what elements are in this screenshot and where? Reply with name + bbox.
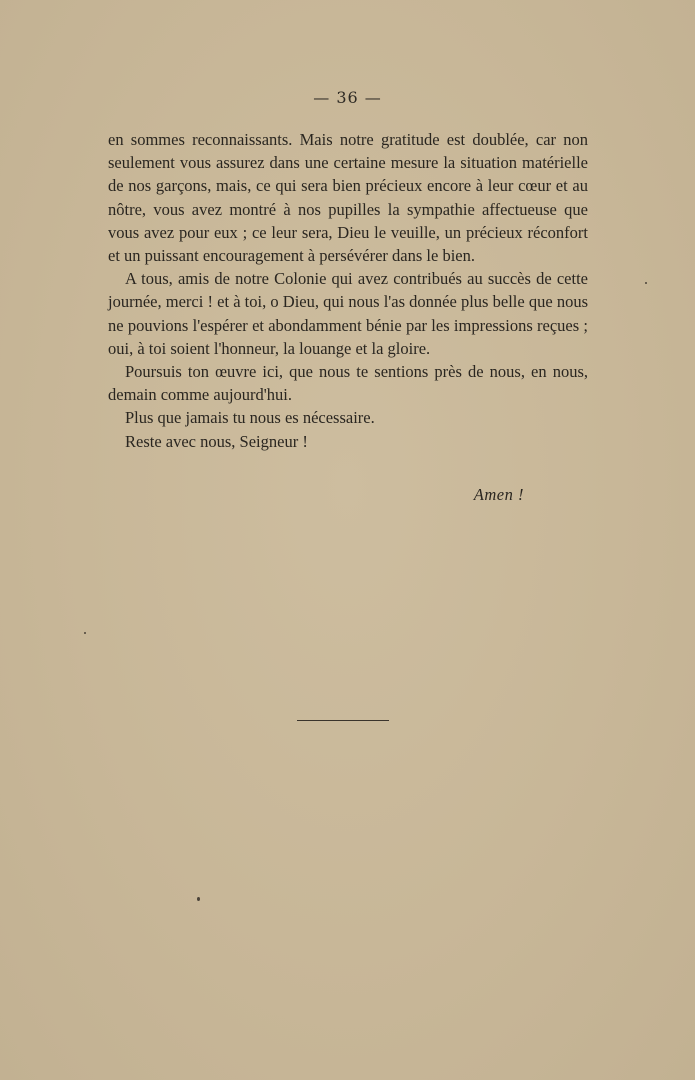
paragraph-5: Reste avec nous, Seigneur ! bbox=[125, 431, 308, 451]
body-text bbox=[108, 128, 588, 453]
end-rule-divider bbox=[297, 720, 389, 721]
paper-speck bbox=[84, 632, 86, 634]
paper-speck bbox=[645, 282, 647, 284]
paragraph-4: Plus que jamais tu nous es nécessaire. bbox=[125, 408, 375, 428]
page-number: — 36 — bbox=[313, 88, 382, 107]
paragraph-3: Poursuis ton œuvre ici, que nous te sentions près de nous, en nous, demain comme aujourd'hui. bbox=[108, 362, 588, 405]
paper-speck bbox=[197, 897, 200, 901]
closing-amen: Amen ! bbox=[473, 485, 524, 504]
paragraph-2: A tous, amis de notre Colonie qui avez contribués au succès de cette journée, merci ! et à toi, o Dieu, qui nous l'as donnée plus belle que nous ne pouvions l'espérer et abondamment bénie par les impressions reçues ; oui, à toi soient l'honneur, la louange et la gloire. bbox=[108, 269, 588, 358]
paragraph-1: en sommes reconnaissants. Mais notre gratitude est doublée, car non seulement vous assurez dans une certaine mesure la situation matérielle de nos garçons, mais, ce qui sera bien précieux encore à leur cœur et au nôtre, vous avez montré à nos pupilles la sympathie affectueuse que vous avez pour eux ; ce leur sera, Dieu le veuille, un précieux réconfort et un puissant encouragement à persévérer dans le bien. bbox=[108, 130, 588, 266]
